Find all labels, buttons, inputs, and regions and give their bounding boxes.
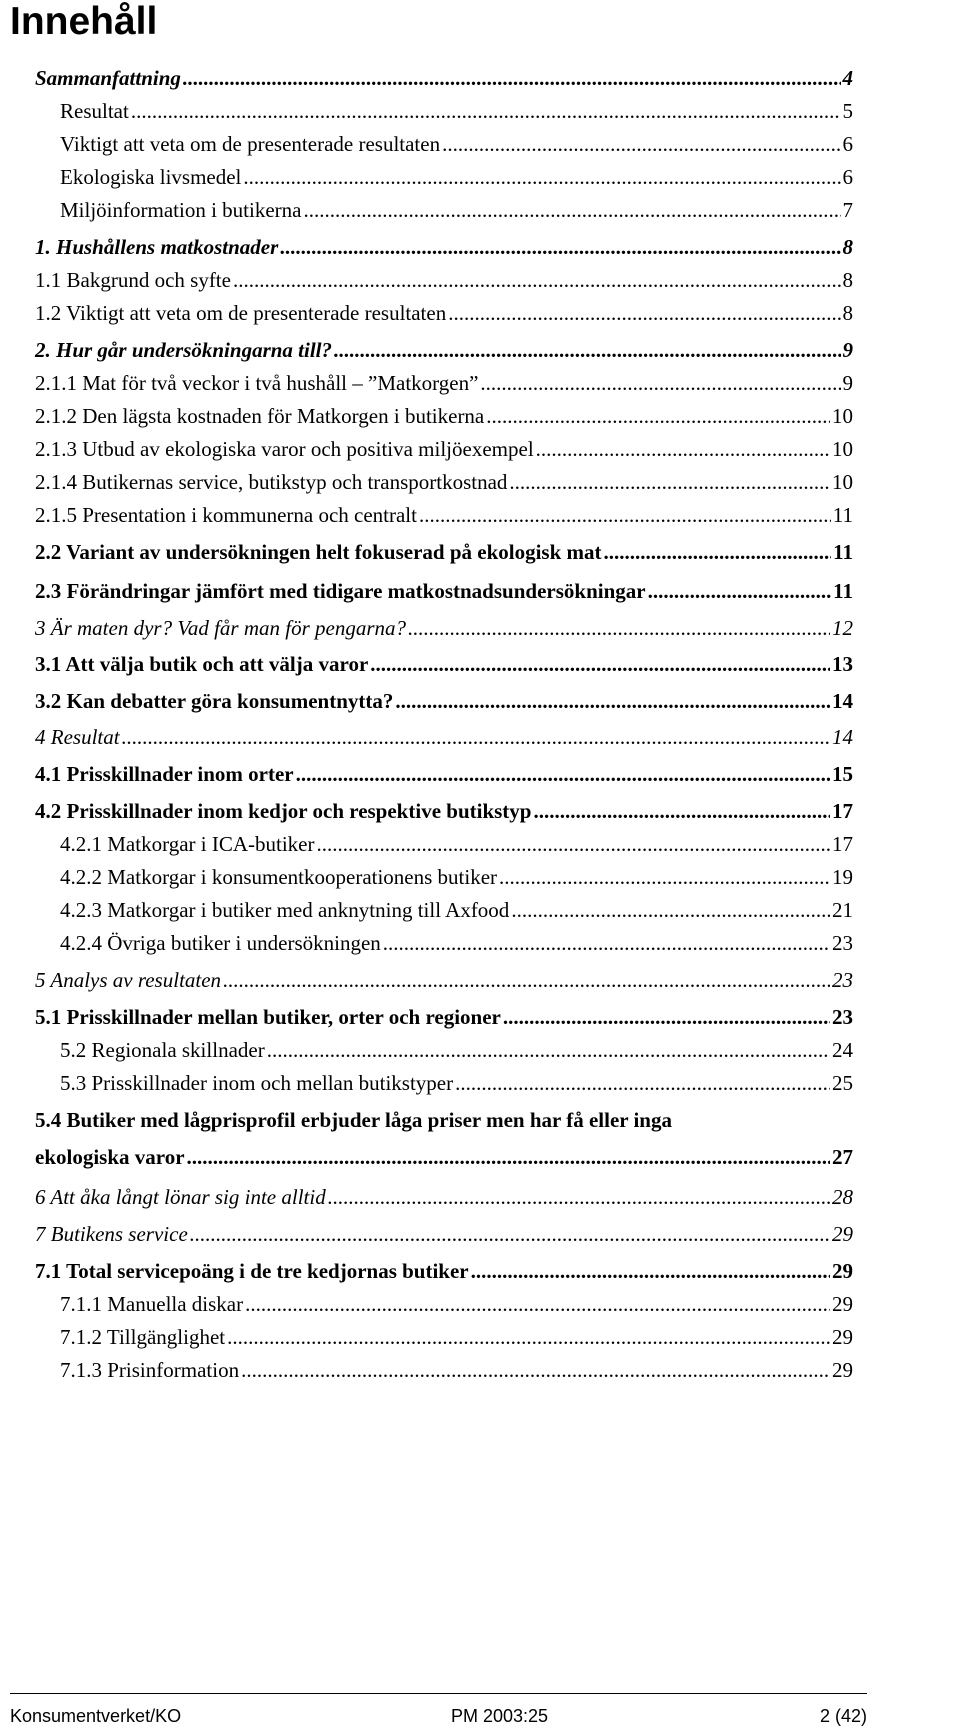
toc-entry[interactable] [35,293,853,327]
toc-entry-title: 2.2 Variant av undersökningen helt fokuserad på ekologisk mat [35,540,602,564]
toc-entry-title: 2.1.3 Utbud av ekologiska varor och positiva miljöexempel [35,437,534,461]
dot-leader [190,1220,830,1248]
dot-leader [499,863,830,891]
toc-entry[interactable] [35,681,853,715]
toc-page-number: 28 [832,1185,853,1209]
dot-leader [471,1257,830,1285]
dot-leader [296,760,830,788]
toc-entry[interactable] [35,58,853,92]
dot-leader [267,1036,830,1064]
footer-page-number: 2 (42) [819,1706,867,1726]
dot-leader [509,468,830,496]
dot-leader [243,163,840,191]
toc-entry[interactable] [35,260,853,294]
toc-page-number: 4 [842,66,853,90]
dot-leader [316,830,830,858]
dot-leader [480,369,840,397]
dot-leader [455,1069,830,1097]
toc-entry-title: 3.2 Kan debatter göra konsumentnytta? [35,689,394,713]
toc-entry-title: Viktigt att veta om de presenterade resultaten [60,132,441,156]
dot-leader [131,97,841,125]
dot-leader [370,650,830,678]
toc-entry[interactable] [60,1284,853,1318]
toc-page-number: 27 [832,1145,853,1169]
footer-divider [10,1693,867,1694]
toc-entry[interactable] [35,396,853,430]
toc-entry[interactable] [35,997,853,1031]
toc-entry-title: 7 Butikens service [35,1222,188,1246]
toc-entry-title-continued: ekologiska varor [35,1145,185,1169]
toc-entry[interactable] [60,1030,853,1064]
toc-page-number: 14 [832,689,853,713]
toc-page-number: 17 [832,799,853,823]
toc-entry[interactable] [35,960,853,994]
toc-entry[interactable] [35,462,853,496]
toc-page-number: 10 [832,437,853,461]
toc-page-number: 29 [832,1222,853,1246]
toc-entry-title: 4.2.3 Matkorgar i butiker med anknytning till Axfood [60,898,510,922]
dot-leader [442,130,840,158]
dot-leader [419,501,831,529]
toc-entry[interactable] [60,890,853,924]
toc-entry[interactable] [60,1063,853,1097]
toc-entry[interactable] [60,923,853,957]
toc-entry-title: 1. Hushållens matkostnader [35,235,279,259]
toc-entry-title: 4.2 Prisskillnader inom kedjor och respektive butikstyp [35,799,532,823]
toc-page-number: 9 [842,338,853,362]
toc-entry[interactable] [35,1214,853,1248]
toc-entry[interactable] [60,1317,853,1351]
toc-entry-title: 2. Hur går undersökningarna till? [35,338,333,362]
toc-entry[interactable] [60,857,853,891]
toc-entry[interactable] [35,330,853,364]
dot-leader [648,577,832,605]
toc-entry-title: 5.3 Prisskillnader inom och mellan butikstyper [60,1071,454,1095]
toc-page-number: 29 [832,1325,853,1349]
toc-entry-title: 7.1 Total servicepoäng i de tre kedjornas butiker [35,1259,469,1283]
toc-entry-title: 3 Är maten dyr? Vad får man för pengarna? [35,616,406,640]
toc-page-number: 8 [842,235,853,259]
toc-entry-title: Miljöinformation i butikerna [60,198,302,222]
toc-page-number: 19 [832,865,853,889]
dot-leader [241,1356,830,1384]
toc-entry-title: 1.1 Bakgrund och syfte [35,268,231,292]
dot-leader [122,723,830,751]
toc-page-number: 6 [842,165,853,189]
toc-page-number: 24 [832,1038,853,1062]
toc-page-number: 17 [832,832,853,856]
toc-entry-title: 7.1.1 Manuella diskar [60,1292,244,1316]
toc-entry[interactable] [35,644,853,678]
toc-entry[interactable] [35,1137,853,1171]
dot-leader [328,1183,830,1211]
toc-entry[interactable] [35,495,853,529]
toc-entry[interactable] [35,717,853,751]
toc-entry-title: 5.1 Prisskillnader mellan butiker, orter och regioner [35,1005,501,1029]
footer-publisher: Konsumentverket/KO [10,1706,182,1726]
toc-entry-title: 2.1.2 Den lägsta kostnaden för Matkorgen i butikerna [35,404,485,428]
dot-leader [245,1290,830,1318]
dot-leader [303,196,840,224]
toc-page-number: 23 [832,1005,853,1029]
toc-entry-title: 2.1.4 Butikernas service, butikstyp och transportkostnad [35,470,508,494]
toc-entry[interactable] [35,608,853,642]
toc-page-number: 23 [832,968,853,992]
footer-document-id: PM 2003:25 [451,1706,549,1726]
toc-entry-title: 2.1.5 Presentation i kommunerna och centralt [35,503,417,527]
toc-entry[interactable] [60,91,853,125]
dot-leader [233,266,841,294]
toc-entry[interactable] [35,429,853,463]
dot-leader [280,233,840,261]
toc-entry[interactable] [35,571,853,605]
toc-entry-title: 4.2.2 Matkorgar i konsumentkooperationens butiker [60,865,498,889]
page-title: Innehåll [10,0,158,43]
dot-leader [187,1143,830,1171]
toc-page-number: 29 [832,1358,853,1382]
toc-entry[interactable] [35,227,853,261]
toc-entry-title: 6 Att åka långt lönar sig inte alltid [35,1185,326,1209]
dot-leader [604,538,832,566]
dot-leader [223,966,830,994]
toc-entry[interactable] [60,1350,853,1384]
dot-leader [383,929,830,957]
toc-entry-title: 5 Analys av resultaten [35,968,222,992]
dot-leader [486,402,830,430]
toc-entry-title: Ekologiska livsmedel [60,165,242,189]
toc-entry[interactable] [35,363,853,397]
toc-entry[interactable] [35,791,853,825]
dot-leader [533,797,830,825]
dot-leader [536,435,830,463]
toc-entry-title: 4.1 Prisskillnader inom orter [35,762,294,786]
toc-entry-title: 4.2.1 Matkorgar i ICA-butiker [60,832,315,856]
toc-page-number: 14 [832,725,853,749]
toc-entry-title: 4.2.4 Övriga butiker i undersökningen [60,931,381,955]
toc-entry-title: 4 Resultat [35,725,120,749]
toc-entry-title: 1.2 Viktigt att veta om de presenterade resultaten [35,301,447,325]
toc-page-number: 11 [832,503,853,527]
toc-page-number: 11 [833,540,853,564]
toc-page-number: 10 [832,404,853,428]
dot-leader [408,614,830,642]
dot-leader [395,687,830,715]
toc-entry-title: 2.3 Förändringar jämfört med tidigare matkostnadsundersökningar [35,579,646,603]
toc-entry[interactable] [35,532,853,566]
toc-entry-title: 3.1 Att välja butik och att välja varor [35,652,369,676]
toc-page-number: 9 [842,371,853,395]
toc-entry-first-line[interactable] [35,1100,853,1134]
toc-entry[interactable] [60,157,853,191]
toc-page-number: 13 [832,652,853,676]
toc-entry-title: 5.2 Regionala skillnader [60,1038,265,1062]
toc-entry-title: Resultat [60,99,129,123]
toc-page-number: 8 [842,268,853,292]
toc-entry-title: 7.1.3 Prisinformation [60,1358,240,1382]
dot-leader [183,64,841,92]
toc-page-number: 11 [833,579,853,603]
toc-page-number: 5 [842,99,853,123]
toc-page-number: 23 [832,931,853,955]
dot-leader [503,1003,830,1031]
toc-entry[interactable] [35,754,853,788]
toc-entry[interactable] [60,124,853,158]
toc-entry-title: 5.4 Butiker med lågprisprofil erbjuder låga priser men har få eller inga [35,1108,672,1132]
toc-entry-title: 7.1.2 Tillgänglighet [60,1325,226,1349]
toc-entry[interactable] [35,1251,853,1285]
toc-page-number: 8 [842,301,853,325]
toc-page-number: 12 [832,616,853,640]
toc-page-number: 29 [832,1292,853,1316]
toc-page-number: 15 [832,762,853,786]
toc-page-number: 10 [832,470,853,494]
dot-leader [448,299,840,327]
toc-entry-title: Sammanfattning [35,66,181,90]
toc-entry[interactable] [60,190,853,224]
toc-page-number: 25 [832,1071,853,1095]
dot-leader [511,896,830,924]
toc-page-number: 6 [842,132,853,156]
toc-page-number: 7 [842,198,853,222]
toc-page-number: 21 [832,898,853,922]
toc-entry[interactable] [35,1177,853,1211]
toc-entry-title: 2.1.1 Mat för två veckor i två hushåll – ”Matkorgen” [35,371,479,395]
dot-leader [334,336,840,364]
toc-entry[interactable] [60,824,853,858]
toc-page-number: 29 [832,1259,853,1283]
dot-leader [227,1323,830,1351]
